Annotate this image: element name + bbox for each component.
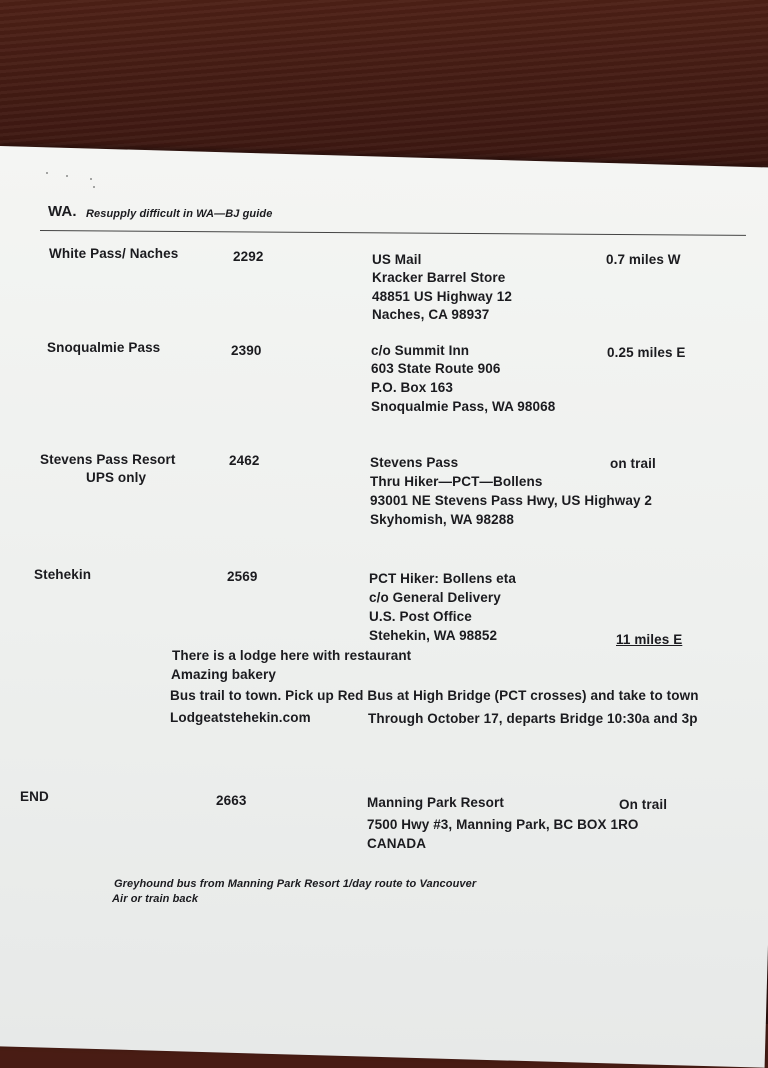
address-line: Naches, CA 98937 <box>372 307 490 322</box>
stop-mile: 2462 <box>229 453 260 468</box>
address-line: PCT Hiker: Bollens eta <box>369 571 516 586</box>
stop-subnote: UPS only <box>86 470 147 485</box>
bus-schedule: Through October 17, departs Bridge 10:30a and 3p <box>368 711 698 726</box>
note-line: Amazing bakery <box>171 667 276 682</box>
address-line: Skyhomish, WA 98288 <box>370 512 514 527</box>
stop-mile: 2292 <box>233 249 264 264</box>
state-heading: WA. <box>48 203 77 220</box>
stop-name: END <box>20 789 49 804</box>
paper-speck <box>46 172 48 174</box>
stop-name: Stevens Pass Resort <box>40 452 176 467</box>
address-line: Stehekin, WA 98852 <box>369 628 498 643</box>
address-line: Kracker Barrel Store <box>372 270 506 285</box>
stop-distance: 11 miles E <box>616 632 683 647</box>
footer-line: Air or train back <box>112 893 199 905</box>
paper-speck <box>93 186 95 188</box>
lodge-website: Lodgeatstehekin.com <box>170 710 311 725</box>
stop-mile: 2569 <box>227 569 258 584</box>
address-line: 48851 US Highway 12 <box>372 289 512 304</box>
note-line: Bus trail to town. Pick up Red Bus at High Bridge (PCT crosses) and take to town <box>170 688 699 703</box>
address-line: 7500 Hwy #3, Manning Park, BC BOX 1RO <box>367 817 639 832</box>
address-line: c/o General Delivery <box>369 590 501 605</box>
address-line: c/o Summit Inn <box>371 343 470 358</box>
address-line: U.S. Post Office <box>369 609 472 624</box>
stop-distance: 0.7 miles W <box>606 252 681 267</box>
paper-speck <box>90 178 92 180</box>
address-line: Thru Hiker—PCT—Bollens <box>370 474 543 489</box>
stop-mile: 2390 <box>231 343 262 358</box>
stop-distance: On trail <box>619 797 668 812</box>
note-line: There is a lodge here with restaurant <box>172 648 412 663</box>
header-rule <box>40 230 746 236</box>
address-line: Manning Park Resort <box>367 795 504 810</box>
stop-distance: on trail <box>610 456 656 471</box>
stop-name: White Pass/ Naches <box>49 246 179 261</box>
stop-name: Stehekin <box>34 567 92 582</box>
paper-speck <box>66 175 68 177</box>
address-line: CANADA <box>367 836 427 851</box>
resupply-note: Resupply difficult in WA—BJ guide <box>86 208 273 220</box>
address-line: US Mail <box>372 252 422 267</box>
stop-name: Snoqualmie Pass <box>47 340 161 355</box>
address-line: P.O. Box 163 <box>371 380 453 395</box>
stop-mile: 2663 <box>216 793 247 808</box>
address-line: 93001 NE Stevens Pass Hwy, US Highway 2 <box>370 493 653 508</box>
address-line: 603 State Route 906 <box>371 361 501 376</box>
footer-line: Greyhound bus from Manning Park Resort 1/day route to Vancouver <box>114 878 477 890</box>
address-line: Stevens Pass <box>370 455 459 470</box>
stop-distance: 0.25 miles E <box>607 345 686 360</box>
address-line: Snoqualmie Pass, WA 98068 <box>371 399 556 414</box>
